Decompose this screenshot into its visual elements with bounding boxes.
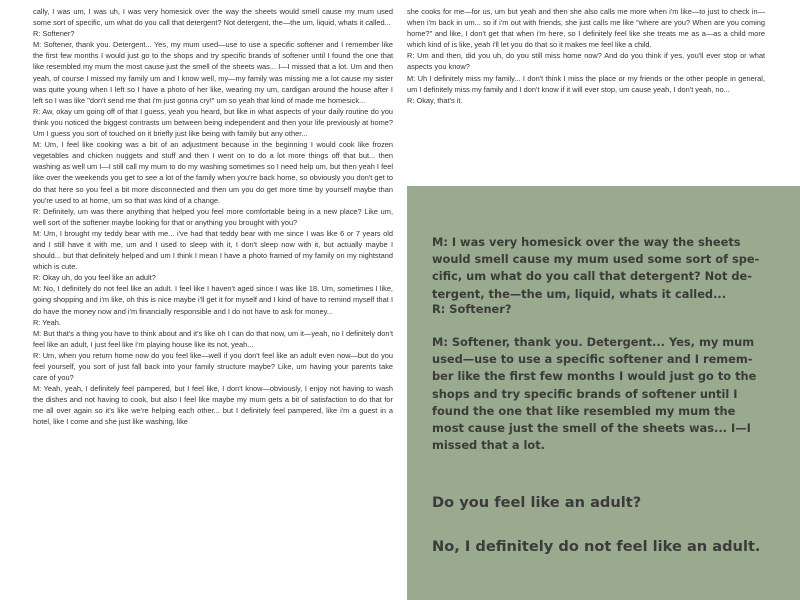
transcript-paragraph: R: Aw, okay um going off of that I guess, yeah you heard, but like in what aspects of your daily routine do you think you noticed the biggest contrasts um between being independent and then your life previously at home? Um I guess you sort of touched on it briefly just like being with family but any other... (33, 106, 393, 139)
transcript-paragraph: R: Okay, that's it. (407, 95, 463, 105)
pull-quote-homesick: M: I was very homesick over the way the sheets would smell cause my mum used some sort of spe-cific, um what do you call that detergent? Not de-tergent, the—the um, liquid, whats it called... (432, 235, 760, 301)
pull-quote-softener-answer: M: Softener, thank you. Detergent... Yes, my mum used—use to use a specific softener and I remem-ber like the first few months I would just go to the shops and try specific brands of softener until I found the one that like resembled my mum the most cause just the smell of the sheets was... I—I missed that a lot. (432, 335, 757, 453)
transcript-paragraph: R: Um and then, did you uh, do you still miss home now? And do you think if yes, you'll ever stop or what aspects you know? (407, 51, 765, 72)
transcript-paragraph: R: Okay uh, do you feel like an adult? (33, 273, 156, 283)
transcript-paragraph: R: Um, when you return home now do you feel like—well if you don't feel like an adult even now—but do you feel yourself, you sort of just fall back into your family structure maybe? Like, um having your parents take care of you? (33, 350, 393, 383)
transcript-paragraph: M: Um, I feel like cooking was a bit of an adjustment because in the beginning I would cook like frozen vegetables and chicken nuggets and stuff and then I went on to do a lot more things off that but... then washing as well um I—I still call my mum to do my washing sometimes so I need help um, but then yeah I feel like over the weekends you get to see a lot of the family when you're back home, so obviously you don't get to do that here so you feel a bit more disconnected and then um you do get more time by yourself maybe than you're used to at home, um so that was kind of a change. (33, 140, 393, 205)
transcript-left-column (33, 6, 393, 428)
transcript-paragraph: cally, I was um, I was uh, I was very homesick over the way the sheets would smell cause my mum used some sort of specific, um what do you call that detergent? Not detergent, the—the um, liquid, whats it called... (33, 7, 393, 28)
pull-quote-panel (407, 186, 800, 600)
transcript-paragraph: M: Yeah, yeah, I definitely feel pampered, but I feel like, I don't know—obviously, I enjoy not having to wash the dishes and not having to cook, but also I feel like maybe my mum gets a bit of satisfaction to do that for me all over again so it's like we're helping each other... but I definitely feel pampered, like i'm a guest in a hotel, like I come and she just like washing, like (33, 384, 393, 427)
transcript-paragraph: R: Softener? (33, 29, 75, 39)
pull-quote-softener-question: R: Softener? (432, 302, 512, 316)
transcript-paragraph: M: Um, I brought my teddy bear with me... i've had that teddy bear with me since I was like 6 or 7 years old and I still have it with me, um and I used to sleep with it, I don't sleep now with it, but actually maybe I should... but that definitely helped and um I think I mean I have a photo framed of my family on my nightstand which is cute. (33, 228, 393, 272)
transcript-paragraph: she cooks for me—for us, um but yeah and then she also calls me more when i'm like—to just to check in—when i'm back in um... so if i'm out with friends, she just calls me like "where are you? When are you coming home?" and like, I don't get that when i'm here, so I definitely feel like she treats me as a—as a child more which kind of is like, yeah i'll let you do that so it makes me feel like a child. (407, 7, 765, 50)
transcript-paragraph: M: No, I definitely do not feel like an adult. I feel like I haven't aged since I was like 18. Um, sometimes I like, going shopping and i'm like, oh this is nice maybe i'll get it for myself and I kind of have to remind myself that I do have the money now and i'm financially responsible and I do not have to ask for money... (33, 284, 393, 316)
transcript-paragraph: M: But that's a thing you have to think about and it's like oh I can do that now, um it—yeah, no I definitely don't feel like an adult, I just feel like i'm playing house like its not, yeah... (33, 328, 393, 349)
pull-quote-answer: No, I definitely do not feel like an adult. (432, 538, 761, 555)
transcript-paragraph: M: Uh I definitely miss my family... I don't think I miss the place or my friends or the other people in general, um I definitely miss my family and I don't know if it will ever stop, um cause yeah, I don't yeah, no... (407, 73, 765, 94)
pull-quote-question: Do you feel like an adult? (432, 494, 642, 511)
transcript-paragraph: R: Yeah. (33, 317, 61, 327)
transcript-paragraph: M: Softener, thank you. Detergent... Yes, my mum used—use to use a specific softener and I remember like the first few months I would just go to the shops and try specific brands of softener until I found the one that like resembled my mum the most cause just the smell of the sheets was... I—I missed that a lot. Um and then yeah, of course I missed my family um and I know well, my—my family was missing me a lot cause my sister was quite young when I left so I have a photo of her like, wearing my um, cardigan around the house after I left so I was like "don't send me that i'm just gonna cry!" um so yeah that kind of made me homesick... (33, 40, 393, 105)
transcript-right-column (407, 6, 765, 106)
transcript-paragraph: R: Definitely, um was there anything that helped you feel more comfortable being in a new place? Like um, well sort of the softener maybe looking for that or anything you brought with you? (33, 206, 393, 227)
